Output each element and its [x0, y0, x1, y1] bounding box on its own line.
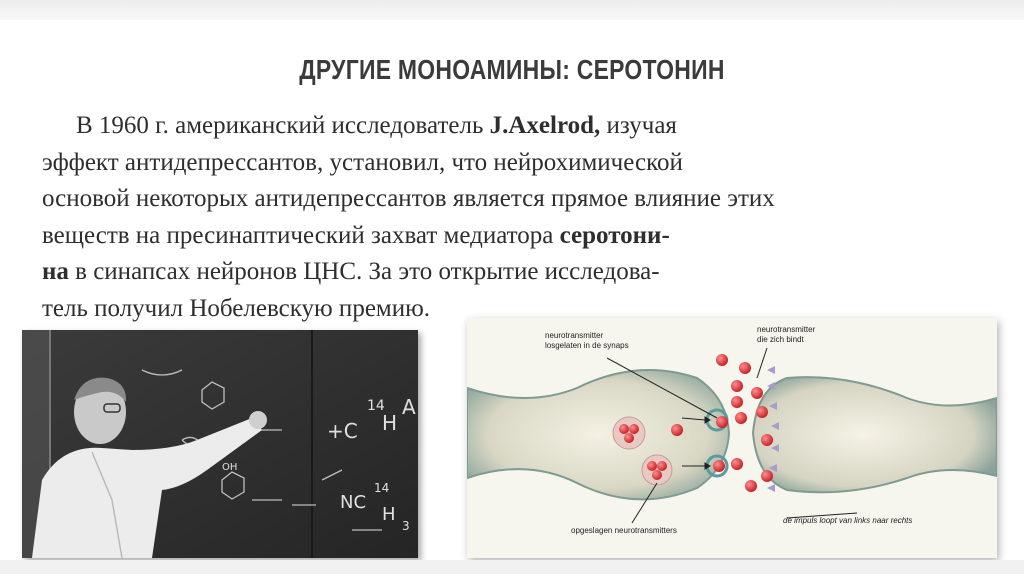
- board-text: +C: [327, 419, 358, 443]
- paragraph-line-1: [42, 108, 992, 145]
- postsynaptic-terminal: [753, 377, 997, 492]
- paragraph-line-2: эффект антидепрессантов, установил, что нейрохимической: [42, 148, 683, 176]
- label-binding-1: neurotransmitter: [757, 325, 816, 334]
- label-released-1: neurotransmitter: [545, 331, 604, 340]
- serotonin-term-end: на: [42, 258, 69, 285]
- label-stored: opgeslagen neurotransmitters: [571, 526, 677, 535]
- axelrod-photo: [22, 330, 418, 558]
- slide-title: ДРУГИЕ МОНОАМИНЫ: СЕРОТОНИН: [299, 54, 725, 85]
- board-text: NC: [340, 492, 367, 513]
- photo-illustration: [22, 330, 418, 558]
- text-run: изучая: [600, 112, 677, 139]
- paragraph-line-4: [42, 218, 992, 255]
- body-paragraph: [42, 108, 992, 327]
- board-text: A: [402, 395, 416, 419]
- board-text: H: [382, 504, 396, 525]
- board-text: 14: [367, 398, 385, 414]
- text-run: в синапсах нейронов ЦНС. За это открытие исследова-: [68, 258, 660, 285]
- board-text: OH: [222, 462, 238, 473]
- paragraph-line-5: [42, 254, 992, 291]
- label-binding-2: die zich bindt: [757, 335, 804, 344]
- board-text: H: [382, 411, 398, 435]
- label-released-2: losgelaten in de synaps: [545, 341, 629, 350]
- label-impulse: de impuls loopt van links naar rechts: [783, 516, 913, 525]
- board-text: 14: [374, 481, 390, 495]
- slide-top-band: [0, 0, 1024, 20]
- synapse-diagram: [467, 318, 997, 558]
- slide-bottom-band: [0, 560, 1024, 574]
- axelrod-name: J.Axelrod,: [489, 112, 601, 139]
- board-text: 3: [402, 519, 410, 533]
- text-run: В 1960 г. американский исследователь: [76, 112, 490, 139]
- paragraph-line-3: основой некоторых антидепрессантов является прямое влияние этих: [42, 185, 775, 212]
- paragraph-line-6: тель получил Нобелевскую премию.: [42, 294, 431, 322]
- text-run: веществ на пресинаптический захват медиатора: [42, 221, 560, 249]
- synapse-illustration: [467, 318, 997, 558]
- presynaptic-terminal: [467, 370, 729, 499]
- serotonin-term: серотони-: [559, 221, 670, 249]
